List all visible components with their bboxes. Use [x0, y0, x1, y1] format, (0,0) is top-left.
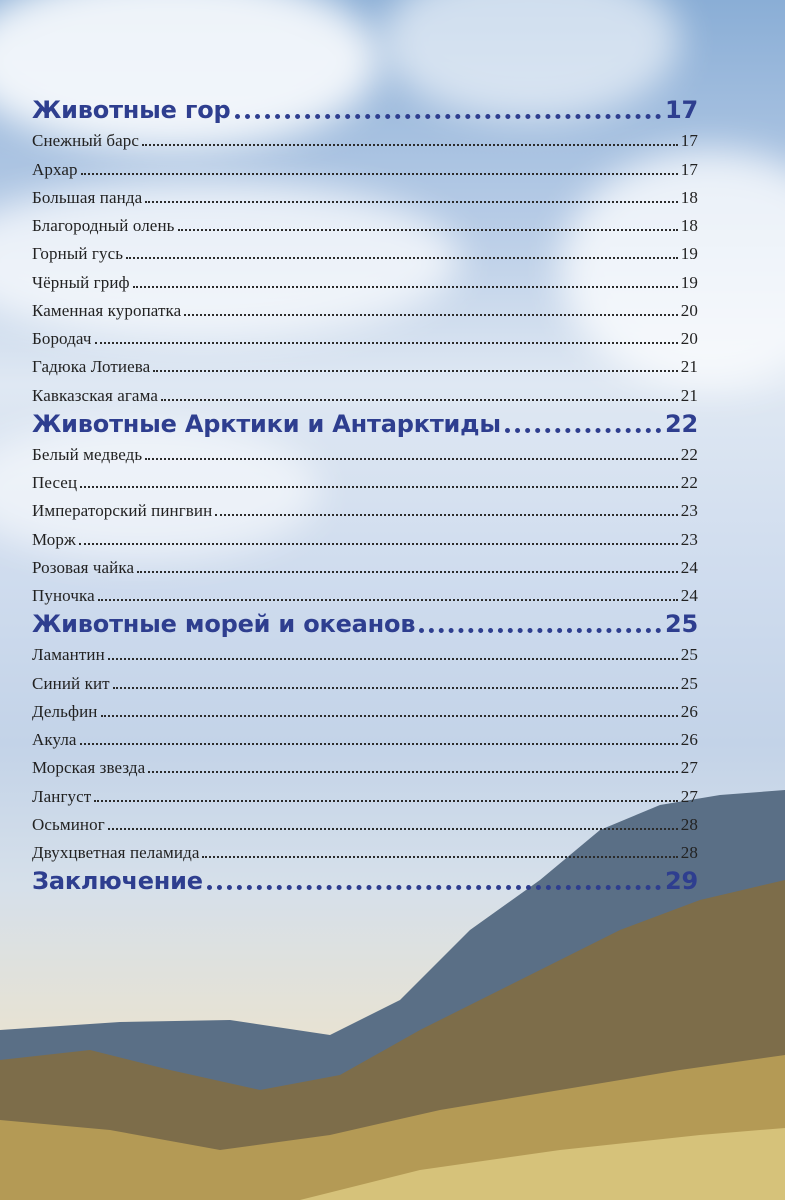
page-number: 20 — [680, 300, 698, 320]
section-title: Животные гор — [32, 96, 231, 124]
entry-title: Благородный олень — [32, 216, 175, 235]
entry-title: Двухцветная пеламида — [32, 843, 200, 862]
page-number: 18 — [680, 187, 698, 207]
entry-title: Императорский пингвин — [32, 501, 213, 521]
entry-title: Лангуст — [32, 786, 92, 806]
page-number: 28 — [680, 814, 698, 834]
dot-leader — [142, 144, 678, 146]
toc-entry[interactable] — [32, 124, 698, 152]
dot-leader — [153, 370, 677, 372]
page-number: 23 — [680, 501, 698, 521]
entry-title: Песец — [32, 473, 78, 492]
toc-entry[interactable] — [32, 181, 698, 209]
dot-leader — [202, 856, 677, 858]
entry-title: Большая панда — [32, 187, 143, 207]
page-number: 23 — [680, 529, 698, 549]
section-title: Заключение — [32, 867, 203, 895]
toc-entry[interactable] — [32, 378, 698, 406]
page-number: 24 — [680, 557, 698, 577]
page-number: 26 — [680, 701, 698, 721]
dot-leader — [505, 428, 661, 433]
toc-entry[interactable] — [32, 638, 698, 666]
entry-title: Бородач — [32, 329, 92, 348]
toc-entry[interactable] — [32, 779, 698, 807]
toc-section-heading[interactable] — [32, 607, 698, 638]
toc-section-heading[interactable] — [32, 93, 698, 124]
page-number: 25 — [680, 645, 698, 665]
section-title: Животные Арктики и Антарктиды — [32, 409, 501, 438]
dot-leader — [80, 743, 678, 745]
entry-title: Дельфин — [32, 701, 98, 721]
toc-entry[interactable] — [32, 808, 698, 836]
page-number: 17 — [680, 159, 698, 179]
entry-title: Чёрный гриф — [32, 272, 130, 292]
toc-entry[interactable] — [32, 237, 698, 265]
dot-leader — [178, 229, 678, 231]
section-title: Животные морей и океанов — [32, 610, 416, 638]
toc-entry[interactable] — [32, 152, 698, 180]
page-number: 18 — [680, 216, 698, 235]
entry-title: Снежный барс — [32, 131, 140, 151]
page-number: 25 — [680, 673, 698, 693]
entry-title: Морж — [32, 529, 76, 549]
toc-entry[interactable] — [32, 350, 698, 378]
entry-title: Осьминог — [32, 814, 105, 834]
page-number: 22 — [680, 444, 698, 464]
toc-entry[interactable] — [32, 579, 698, 607]
entry-title: Кавказская агама — [32, 385, 158, 405]
dot-leader — [184, 314, 678, 316]
dot-leader — [419, 628, 661, 633]
toc-entry[interactable] — [32, 551, 698, 579]
entry-title: Каменная куропатка — [32, 300, 182, 320]
page-number: 20 — [680, 329, 698, 348]
dot-leader — [215, 514, 677, 516]
toc-entry[interactable] — [32, 265, 698, 293]
toc-entry[interactable] — [32, 751, 698, 779]
entry-title: Архар — [32, 159, 78, 179]
dot-leader — [101, 715, 678, 717]
page-number: 17 — [665, 96, 698, 124]
entry-title: Морская звезда — [32, 758, 146, 778]
entry-title: Гадюка Лотиева — [32, 357, 151, 377]
page-number: 19 — [680, 244, 698, 264]
toc-entry[interactable] — [32, 438, 698, 466]
dot-leader — [98, 599, 678, 601]
entry-title: Пуночка — [32, 586, 95, 605]
page-number: 27 — [680, 758, 698, 778]
page-number: 24 — [680, 586, 698, 605]
dot-leader — [95, 342, 678, 344]
toc-section-heading[interactable] — [32, 407, 698, 438]
entry-title: Ламантин — [32, 645, 105, 665]
dot-leader — [161, 399, 678, 401]
toc-entry[interactable] — [32, 666, 698, 694]
dot-leader — [81, 173, 678, 175]
entry-title: Горный гусь — [32, 244, 124, 264]
page-number: 25 — [665, 610, 698, 638]
toc-entry[interactable] — [32, 723, 698, 751]
toc-entry[interactable] — [32, 695, 698, 723]
toc-entry[interactable] — [32, 209, 698, 237]
dot-leader — [108, 658, 678, 660]
page-number: 17 — [680, 131, 698, 151]
dot-leader — [133, 286, 678, 288]
entry-title: Розовая чайка — [32, 557, 135, 577]
entry-title: Акула — [32, 730, 77, 749]
page-number: 21 — [680, 385, 698, 405]
dot-leader — [207, 885, 661, 890]
page-number: 26 — [680, 730, 698, 749]
toc-entry[interactable] — [32, 294, 698, 322]
page-number: 28 — [680, 843, 698, 862]
dot-leader — [79, 543, 678, 545]
dot-leader — [126, 257, 678, 259]
page-number: 27 — [680, 786, 698, 806]
toc-entry[interactable] — [32, 836, 698, 864]
page-number: 29 — [665, 867, 698, 895]
dot-leader — [235, 114, 661, 119]
entry-title: Белый медведь — [32, 444, 143, 464]
dot-leader — [145, 201, 678, 203]
page-number: 19 — [680, 272, 698, 292]
dot-leader — [113, 687, 678, 689]
dot-leader — [137, 571, 678, 573]
page-number: 21 — [680, 357, 698, 377]
toc-entry[interactable] — [32, 466, 698, 494]
dot-leader — [80, 486, 678, 488]
toc-entry[interactable] — [32, 322, 698, 350]
page-number: 22 — [665, 409, 698, 438]
toc-entry[interactable] — [32, 522, 698, 550]
dot-leader — [108, 828, 678, 830]
entry-title: Синий кит — [32, 673, 110, 693]
toc-entry[interactable] — [32, 494, 698, 522]
dot-leader — [94, 800, 677, 802]
table-of-contents — [32, 93, 698, 895]
dot-leader — [148, 771, 678, 773]
page-number: 22 — [680, 473, 698, 492]
toc-section-heading[interactable] — [32, 864, 698, 895]
dot-leader — [145, 458, 678, 460]
